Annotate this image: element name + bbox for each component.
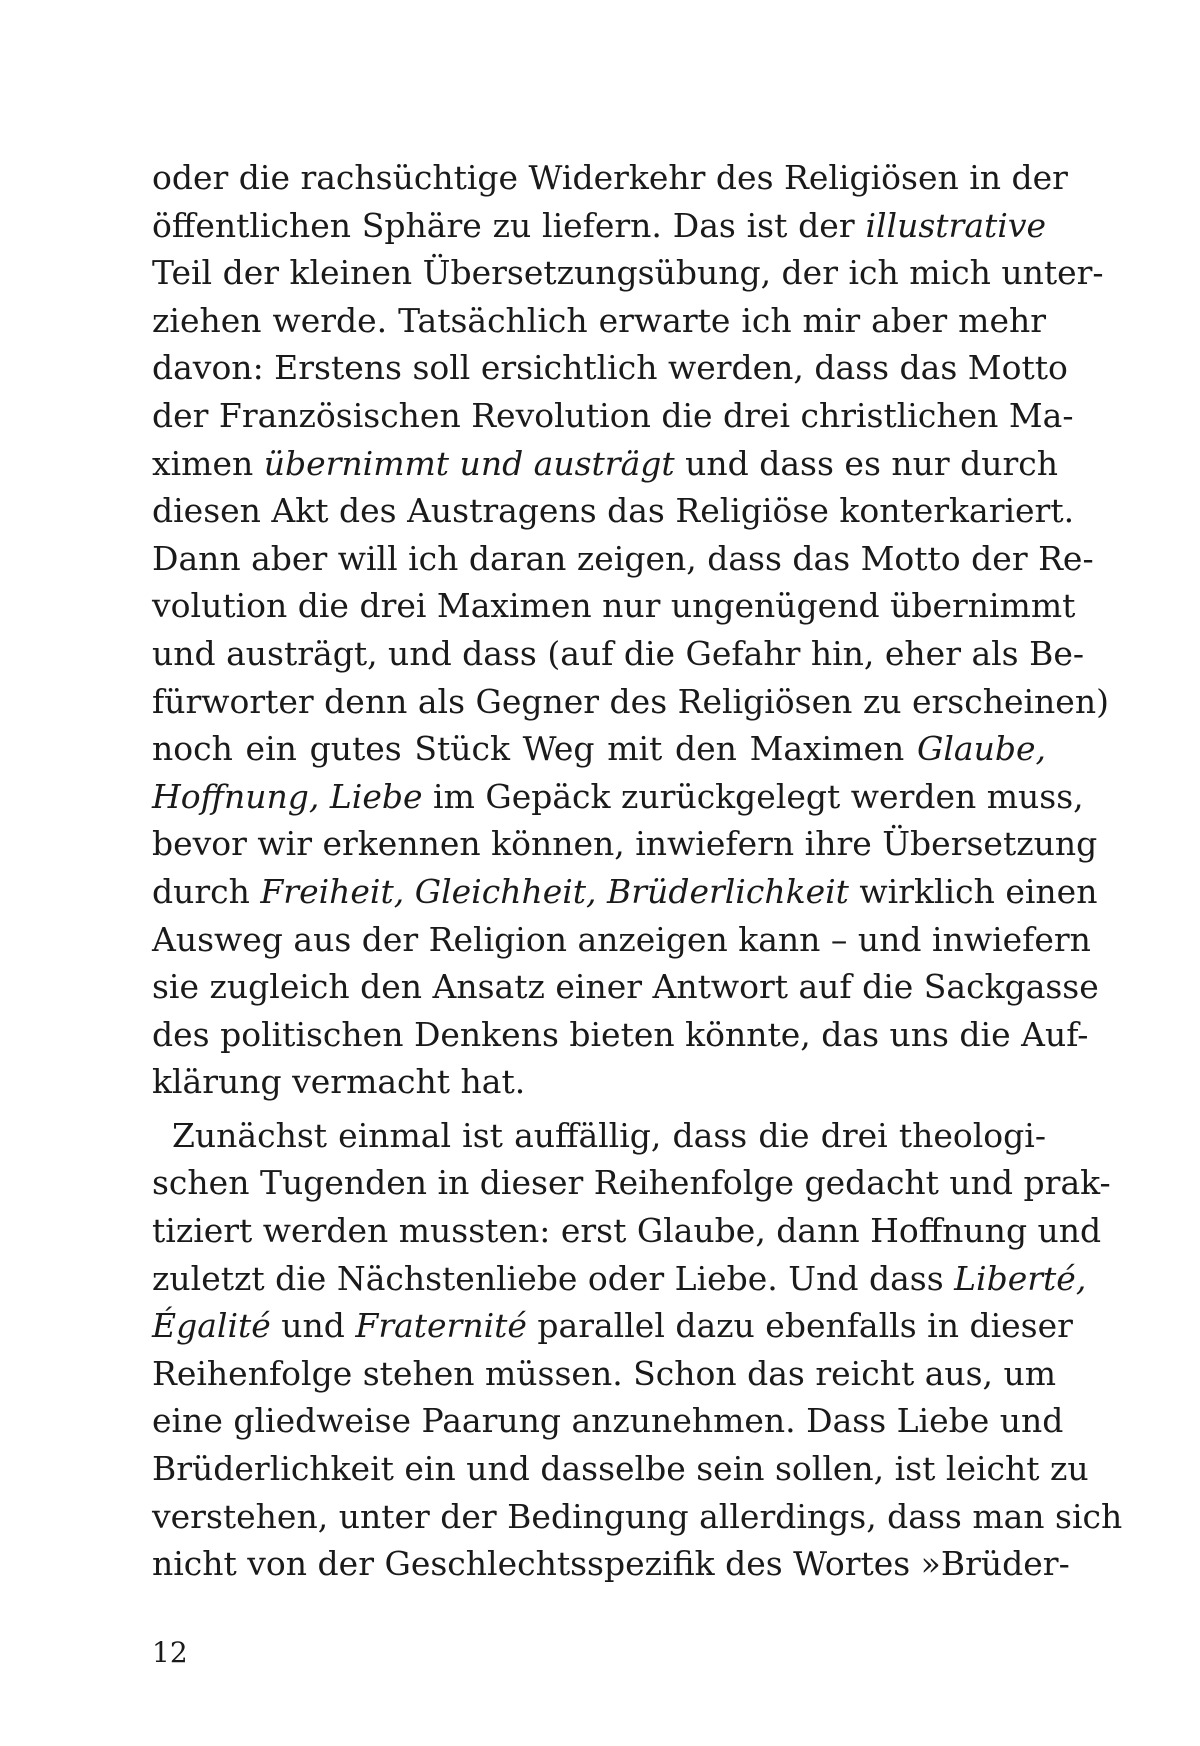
italic-text: Glaube, bbox=[917, 729, 1046, 769]
text-run: sie zugleich den Ansatz einer Antwort auf die Sackgasse bbox=[152, 967, 1099, 1007]
text-line bbox=[152, 1112, 1046, 1160]
text-line bbox=[152, 202, 1046, 250]
text-line bbox=[152, 392, 1074, 440]
text-run: im Gepäck zurückgelegt werden muss, bbox=[422, 776, 1084, 816]
text-run: fürworter denn als Gegner des Religiösen zu erscheinen) bbox=[152, 681, 1109, 721]
text-run: bevor wir erkennen können, inwiefern ihre Übersetzung bbox=[152, 824, 1098, 864]
text-run: und bbox=[270, 1306, 356, 1346]
text-run: Reihenfolge stehen müssen. Schon das reicht aus, um bbox=[152, 1353, 1057, 1393]
text-run: volution die drei Maximen nur ungenügend übernimmt bbox=[152, 586, 1076, 626]
text-line bbox=[152, 963, 1099, 1011]
text-run: Zunächst einmal ist auffällig, dass die drei theologi- bbox=[172, 1115, 1046, 1155]
italic-text: illustrative bbox=[865, 205, 1046, 245]
text-run: diesen Akt des Austragens das Religiöse konterkariert. bbox=[152, 491, 1075, 531]
text-line bbox=[152, 1397, 1064, 1445]
italic-text: übernimmt und austrägt bbox=[263, 443, 675, 483]
text-line bbox=[152, 249, 1104, 297]
text-run: davon: Erstens soll ersichtlich werden, dass das Motto bbox=[152, 348, 1068, 388]
text-run: öffentlichen Sphäre zu liefern. Das ist der bbox=[152, 205, 866, 245]
text-run: wirklich einen bbox=[848, 871, 1098, 911]
italic-text: Hoffnung, Liebe bbox=[152, 776, 423, 816]
page-number: 12 bbox=[152, 1636, 188, 1669]
text-line bbox=[152, 678, 1109, 726]
text-run: verstehen, unter der Bedingung allerdings, dass man sich bbox=[152, 1496, 1123, 1536]
text-run: Brüderlichkeit ein und dasselbe sein sollen, ist leicht zu bbox=[152, 1449, 1089, 1489]
text-line bbox=[152, 1493, 1123, 1541]
text-line bbox=[152, 582, 1076, 630]
text-line bbox=[152, 725, 1046, 773]
text-line bbox=[152, 1011, 1089, 1059]
italic-text: Freiheit, Gleichheit, Brüderlichkeit bbox=[260, 871, 849, 911]
text-run: Teil der kleinen Übersetzungsübung, der ich mich unter- bbox=[152, 253, 1104, 293]
text-line bbox=[152, 535, 1094, 583]
text-run: noch ein gutes Stück Weg mit den Maximen bbox=[152, 729, 917, 769]
paragraph bbox=[152, 154, 1109, 1106]
text-line bbox=[152, 297, 1046, 345]
text-line bbox=[152, 1207, 1102, 1255]
text-line bbox=[152, 487, 1075, 535]
italic-text: Égalité bbox=[152, 1306, 271, 1346]
text-line bbox=[152, 154, 1068, 202]
text-run: Dann aber will ich daran zeigen, dass das Motto der Re- bbox=[152, 538, 1094, 578]
text-line bbox=[152, 1302, 1073, 1350]
body-text bbox=[152, 154, 1123, 1588]
text-run: oder die rachsüchtige Widerkehr des Religiösen in der bbox=[152, 158, 1068, 197]
text-run: durch bbox=[152, 871, 261, 911]
text-line bbox=[152, 440, 1059, 488]
text-run: schen Tugenden in dieser Reihenfolge gedacht und prak- bbox=[152, 1163, 1111, 1203]
text-line bbox=[152, 1058, 1046, 1106]
text-run: parallel dazu ebenfalls in dieser bbox=[526, 1306, 1073, 1346]
text-line bbox=[152, 1255, 1087, 1303]
text-run: und dass es nur durch bbox=[674, 443, 1059, 483]
text-line bbox=[152, 1445, 1089, 1493]
text-run: des politischen Denkens bieten könnte, das uns die Auf- bbox=[152, 1014, 1089, 1054]
text-line bbox=[152, 1159, 1111, 1207]
text-line bbox=[152, 630, 1085, 678]
text-line bbox=[152, 868, 1098, 916]
text-line bbox=[152, 916, 1091, 964]
text-run: tiziert werden mussten: erst Glaube, dann Hoffnung und bbox=[152, 1211, 1102, 1251]
text-run: klärung vermacht hat. bbox=[152, 1062, 526, 1102]
text-line bbox=[152, 1350, 1057, 1398]
text-line bbox=[152, 1540, 1070, 1588]
text-run: ziehen werde. Tatsächlich erwarte ich mir aber mehr bbox=[152, 300, 1046, 340]
text-line bbox=[152, 773, 1084, 821]
text-run: der Französischen Revolution die drei christlichen Ma- bbox=[152, 395, 1074, 435]
italic-text: Fraternité bbox=[355, 1306, 527, 1346]
text-run: und austrägt, und dass (auf die Gefahr hin, eher als Be- bbox=[152, 633, 1085, 673]
text-line bbox=[152, 820, 1098, 868]
paragraph bbox=[152, 1112, 1123, 1588]
text-run: zuletzt die Nächstenliebe oder Liebe. Und dass bbox=[152, 1258, 955, 1298]
text-line bbox=[152, 344, 1068, 392]
text-run: Ausweg aus der Religion anzeigen kann – und inwiefern bbox=[152, 919, 1091, 959]
text-run: ximen bbox=[152, 443, 264, 483]
text-run: nicht von der Geschlechtsspezifik des Wortes »Brüder- bbox=[152, 1544, 1070, 1584]
text-run: eine gliedweise Paarung anzunehmen. Dass Liebe und bbox=[152, 1401, 1064, 1441]
italic-text: Liberté, bbox=[954, 1258, 1087, 1298]
